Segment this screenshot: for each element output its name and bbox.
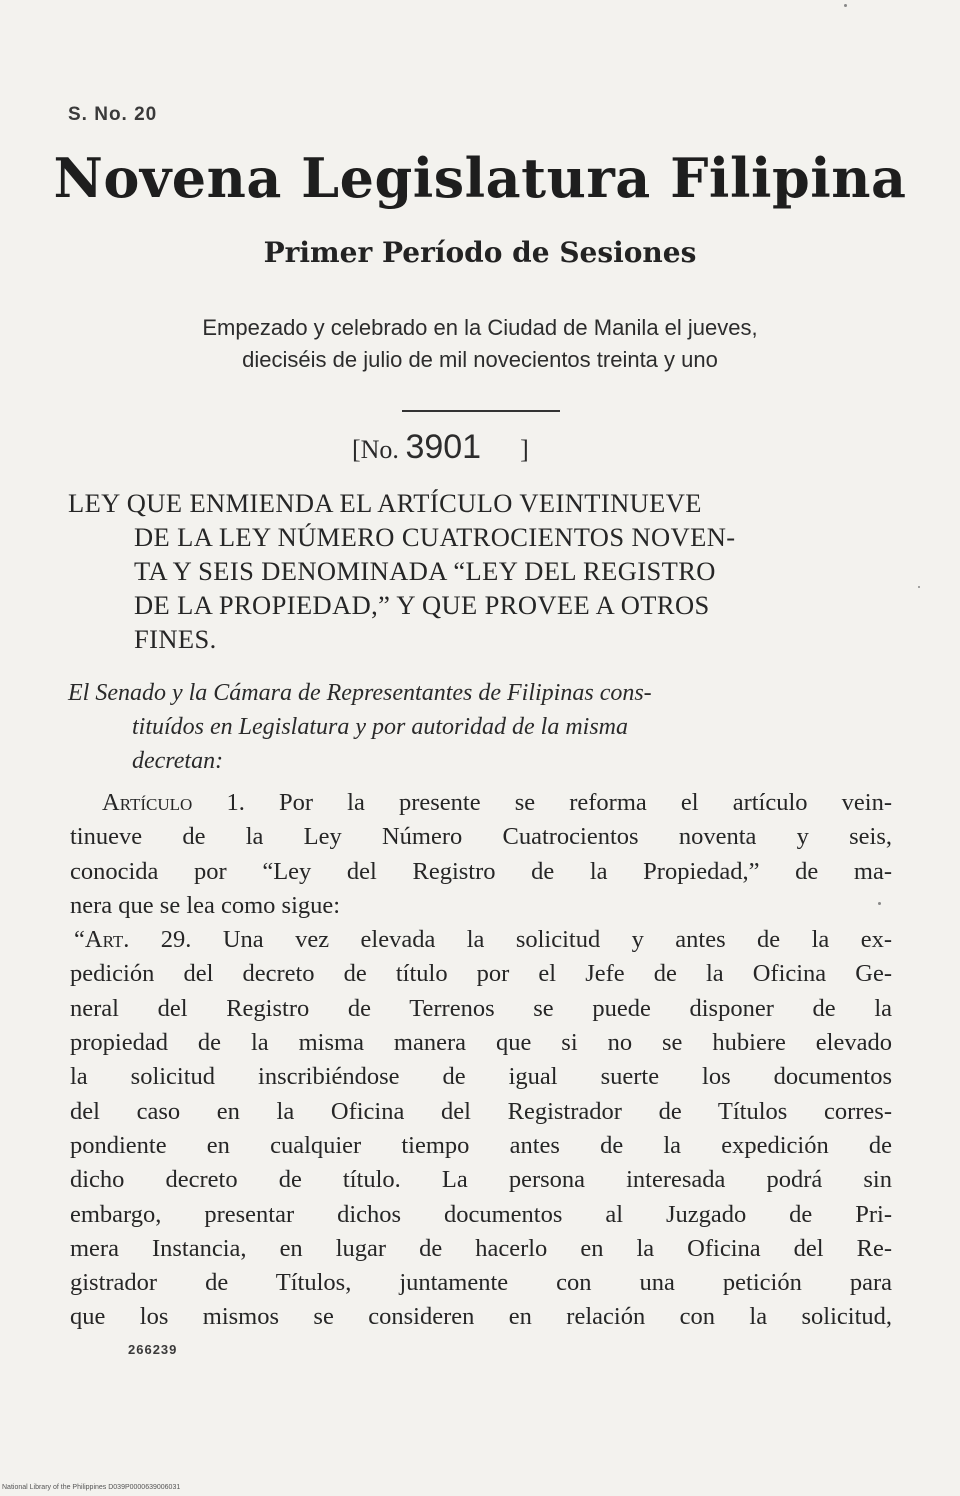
- body-line: dicho decreto de título. La persona interesada podrá sin: [70, 1166, 892, 1194]
- heading-line: DE LA PROPIEDAD,” Y QUE PROVEE A OTROS: [134, 590, 710, 620]
- body-line: la solicitud inscribiéndose de igual suerte los documentos: [70, 1063, 892, 1091]
- enacting-clause: [68, 676, 894, 778]
- body-line: que los mismos se consideren en relación con la solicitud,: [70, 1303, 892, 1331]
- article-29-label: “Art. 29.: [74, 926, 192, 954]
- body-line: neral del Registro de Terrenos se puede disponer de la: [70, 994, 892, 1022]
- body-line: nera que se lea como sigue:: [70, 891, 341, 919]
- body-line: mera Instancia, en lugar de hacerlo en la Oficina del Re-: [70, 1234, 892, 1262]
- act-number-value: 3901: [405, 428, 482, 466]
- divider-rule: [402, 410, 560, 412]
- body-line: embargo, presentar dichos documentos al Juzgado de Pri-: [70, 1200, 892, 1228]
- body-line: del caso en la Oficina del Registrador de Títulos corres-: [70, 1097, 892, 1125]
- legislature-title: Novena Legislatura Filipina: [53, 146, 907, 210]
- body-line: pedición del decreto de título por el Jefe de la Oficina Ge-: [70, 960, 892, 988]
- archive-footer: National Library of the Philippines D039P0000639006031: [2, 1484, 181, 1491]
- print-code: 266239: [128, 1342, 178, 1357]
- paper-speck: [918, 586, 920, 588]
- article-29-first-line: [70, 923, 892, 957]
- heading-line: FINES.: [134, 624, 217, 654]
- act-number-prefix: [No.: [352, 435, 399, 464]
- paper-speck: [878, 902, 881, 905]
- act-body: [70, 786, 892, 1335]
- enacting-line: El Senado y la Cámara de Representantes de Filipinas cons-: [68, 680, 652, 706]
- heading-line: TA Y SEIS DENOMINADA “LEY DEL REGISTRO: [134, 556, 716, 586]
- article-1-text: Por la presente se reforma el artículo vein-: [278, 789, 892, 816]
- heading-line: DE LA LEY NÚMERO CUATROCIENTOS NOVEN-: [134, 522, 736, 552]
- enacting-line: tituídos en Legislatura y por autoridad de la misma: [132, 714, 629, 740]
- article-1-label: Artículo 1.: [102, 789, 245, 816]
- article-1-first-line: [70, 786, 892, 820]
- session-date-text: [0, 312, 960, 376]
- paper-speck: [844, 4, 847, 7]
- act-heading: [68, 486, 894, 656]
- body-line: pondiente en cualquier tiempo antes de la expedición de: [70, 1131, 892, 1159]
- body-line: propiedad de la misma manera que si no se hubiere elevado: [70, 1029, 892, 1057]
- body-line: conocida por “Ley del Registro de la Propiedad,” de ma-: [70, 857, 892, 885]
- article-29-text: Una vez elevada la solicitud y antes de la ex-: [222, 926, 892, 954]
- act-number-suffix: ]: [520, 435, 529, 464]
- body-line: gistrador de Títulos, juntamente con una petición para: [70, 1269, 892, 1297]
- act-number: [352, 428, 529, 467]
- session-subtitle: Primer Período de Sesiones: [263, 236, 697, 269]
- session-date-line: Empezado y celebrado en la Ciudad de Manila el jueves,: [202, 315, 758, 340]
- session-date-line: dieciséis de julio de mil novecientos treinta y uno: [242, 347, 718, 372]
- senate-number: S. No. 20: [68, 104, 158, 125]
- heading-line: LEY QUE ENMIENDA EL ARTÍCULO VEINTINUEVE: [68, 488, 702, 518]
- body-line: tinueve de la Ley Número Cuatrocientos noventa y seis,: [70, 823, 892, 851]
- enacting-line: decretan:: [132, 748, 224, 774]
